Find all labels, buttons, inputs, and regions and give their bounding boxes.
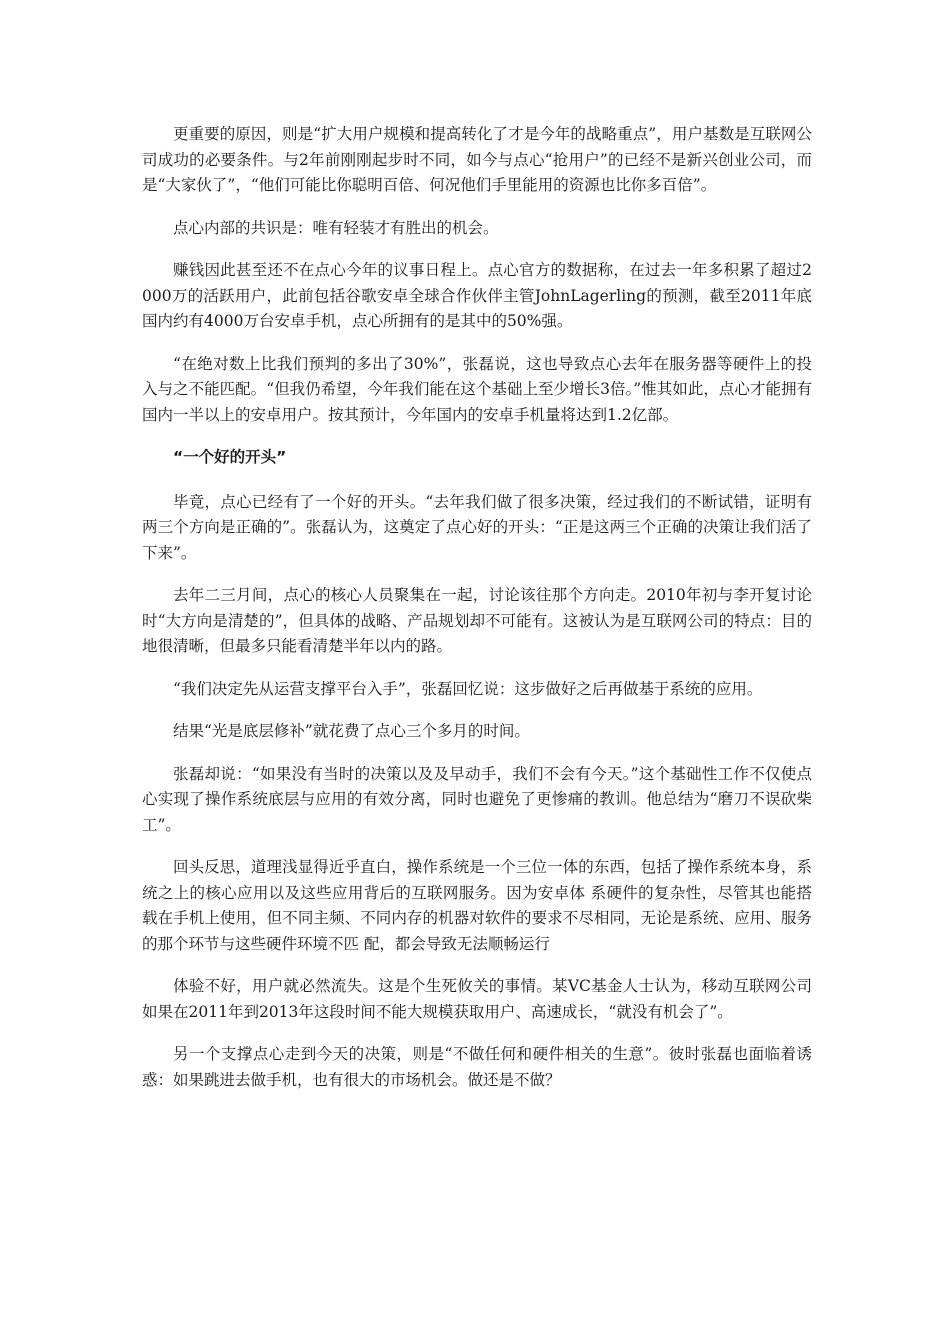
section-heading: “一个好的开头” (173, 448, 287, 466)
paragraph-5: 毕竟，点心已经有了一个好的开头。“去年我们做了很多决策，经过我们的不断试错，证明有两三个方向是正确的”。张磊认为，这奠定了点心好的开头：“正是这两三个正确的决策让我们活了下来”。 (142, 492, 812, 562)
article-body (142, 122, 812, 1110)
paragraph-12: 另一个支撑点心走到今天的决策，则是“不做任何和硬件相关的生意”。彼时张磊也面临着诱惑：如果跳进去做手机，也有很大的市场机会。做还是不做？ (142, 1045, 812, 1089)
paragraph-1: 更重要的原因，则是“扩大用户规模和提高转化了才是今年的战略重点”，用户基数是互联网公司成功的必要条件。与2年前刚刚起步时不同，如今与点心“抢用户”的已经不是新兴创业公司，而是“大家伙了”，“他们可能比你聪明百倍、何况他们手里能用的资源也比你多百倍”。 (142, 125, 812, 194)
paragraph-10: 回头反思，道理浅显得近乎直白，操作系统是一个三位一体的东西，包括了操作系统本身，系统之上的核心应用以及这些应用背后的互联网服务。因为安卓体 系硬件的复杂性，尽管其也能搭载在手机上使用，但不同主频、不同内存的机器对软件的要求不尽相同，无论是系统、应用、服务的那个环节与这些硬件环境不匹 配，都会导致无法顺畅运行 (142, 858, 812, 953)
paragraph-3: 赚钱因此甚至还不在点心今年的议事日程上。点心官方的数据称，在过去一年多积累了超过2000万的活跃用户，此前包括谷歌安卓全球合作伙伴主管JohnLagerling的预测，截至2011年底国内约有4000万台安卓手机，点心所拥有的是其中的50%强。 (142, 261, 812, 330)
paragraph-9: 张磊却说：“如果没有当时的决策以及及早动手，我们不会有今天。”这个基础性工作不仅使点心实现了操作系统底层与应用的有效分离，同时也避免了更惨痛的教训。他总结为“磨刀不误砍柴工”。 (142, 764, 812, 834)
paragraph-8: 结果“光是底层修补”就花费了点心三个多月的时间。 (173, 722, 530, 740)
paragraph-6: 去年二三月间，点心的核心人员聚集在一起，讨论该往那个方向走。2010年初与李开复讨论时“大方向是清楚的”，但具体的战略、产品规划却不可能有。这被认为是互联网公司的特点：目的地很清晰，但最多只能看清楚半年以内的路。 (142, 586, 812, 655)
paragraph-4: “在绝对数上比我们预判的多出了30%”，张磊说，这也导致点心去年在服务器等硬件上的投入与之不能匹配。“但我仍希望，今年我们能在这个基础上至少增长3倍。”惟其如此，点心才能拥有国内一半以上的安卓用户。按其预计，今年国内的安卓手机量将达到1.2亿部。 (142, 354, 812, 424)
paragraph-7: “我们决定先从运营支撑平台入手”，张磊回忆说：这步做好之后再做基于系统的应用。 (173, 679, 763, 698)
paragraph-2: 点心内部的共识是：唯有轻装才有胜出的机会。 (173, 218, 499, 237)
paragraph-11: 体验不好，用户就必然流失。这是个生死攸关的事情。某VC基金人士认为，移动互联网公司如果在2011年到2013年这段时间不能大规模获取用户、高速成长，“就没有机会了”。 (142, 977, 812, 1021)
